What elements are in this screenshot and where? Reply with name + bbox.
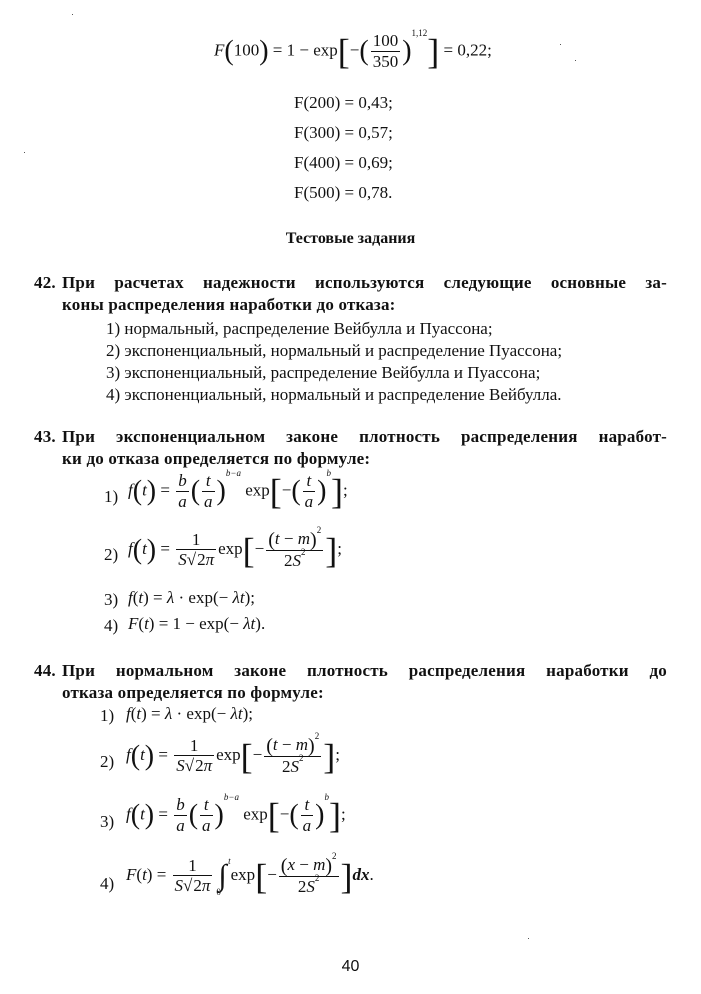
q44-line1: При нормальном законе плотность распределения наработки до (62, 661, 667, 680)
q43-number: 43. (34, 427, 56, 446)
f100-value: = 0,22; (443, 40, 492, 60)
page-number: 40 (341, 958, 360, 975)
q43-formula-3: f(t) = λ · exp(− λt); (128, 588, 255, 607)
q44-formula-1: f(t) = λ · exp(− λt); (126, 704, 253, 723)
q44-formula-3: f(t) = $\frac{b}{a}$ ( $\frac{t}{a}$ )$^{b-a}$ exp[−( $\frac{t}{a}$ )$^b$]; (126, 792, 346, 836)
q44-number: 44. (34, 661, 56, 680)
q42-answer-2: 2) экспоненциальный, нормальный и распределение Пуассона; (106, 341, 563, 360)
formula-f100: F(100) = 1 − exp[−( $\frac{100}{350}$ )$^{1,12}$] = 0,22; (214, 28, 492, 72)
q42-answer-4: 4) экспоненциальный, нормальный и распределение Вейбулла. (106, 385, 562, 404)
q43-label-4: 4) (104, 616, 119, 635)
scan-speck (24, 152, 25, 153)
scan-speck (575, 60, 576, 61)
scan-speck (528, 938, 529, 939)
scan-speck (72, 14, 73, 15)
q42-answer-3: 3) экспоненциальный, распределение Вейбулла и Пуассона; (106, 363, 541, 382)
q44-label-1: 1) (100, 706, 115, 725)
q44-label-2: 2) (100, 752, 115, 771)
q43-formula-2: f(t) = $\frac{1}{S√2\pi}$ exp[− $\frac{(t - m)^2}{2S^2}$ ]; (128, 525, 342, 571)
q42-line1: При расчетах надежности используются следующие основные за- (62, 273, 667, 292)
q42-line2: коны распределения наработки до отказа: (62, 295, 396, 314)
section-title: Тестовые задания (285, 230, 416, 247)
formula-f400: F(400) = 0,69; (294, 153, 393, 172)
q44-formula-4: F(t) = $\frac{1}{S√2\pi}$ ∫ t 0 exp[− $\frac{(x - m)^2}{2S^2}$ ]dx. (126, 851, 374, 898)
q44-label-3: 3) (100, 812, 115, 831)
q43-formula-4: F(t) = 1 − exp(− λt). (128, 614, 266, 633)
formula-f500: F(500) = 0,78. (294, 183, 393, 202)
q43-label-1: 1) (104, 487, 119, 506)
scan-speck (560, 44, 561, 45)
q43-line1: При экспоненциальном законе плотность распределения наработ- (62, 427, 667, 446)
q43-label-3: 3) (104, 590, 119, 609)
formula-f300: F(300) = 0,57; (294, 123, 393, 142)
q44-label-4: 4) (100, 874, 115, 893)
q44-line2: отказа определяется по формуле: (62, 683, 324, 702)
q43-line2: ки до отказа определяется по формуле: (62, 449, 371, 468)
q43-formula-1: f(t) = $\frac{b}{a}$ ( $\frac{t}{a}$ )$^{b-a}$ exp[−( $\frac{t}{a}$ )$^b$]; (128, 468, 348, 512)
q42-answer-1: 1) нормальный, распределение Вейбулла и Пуассона; (106, 319, 493, 338)
q44-formula-2: f(t) = $\frac{1}{S√2\pi}$ exp[− $\frac{(t - m)^2}{2S^2}$ ]; (126, 731, 340, 777)
q43-label-2: 2) (104, 545, 119, 564)
formula-f200: F(200) = 0,43; (294, 93, 393, 112)
q42-number: 42. (34, 273, 56, 292)
